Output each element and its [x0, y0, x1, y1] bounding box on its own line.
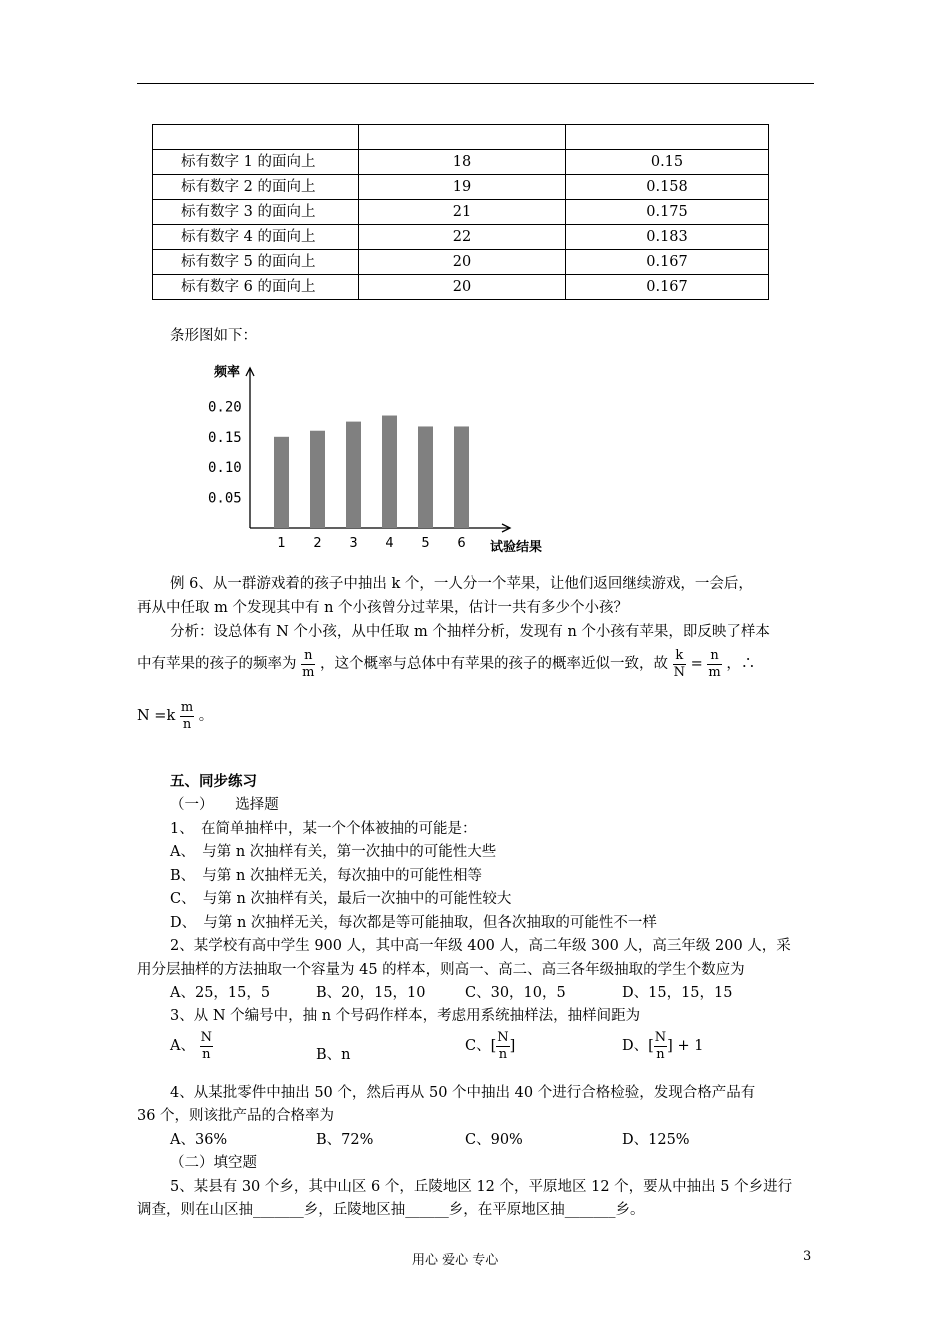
- outcome-cell: 标有数字 2 的面向上: [153, 175, 359, 200]
- count-cell: 20: [359, 250, 566, 275]
- count-cell: 22: [359, 225, 566, 250]
- analysis-line1: 分析：设总体有 N 个小孩，从中任取 m 个抽样分析，发现有 n 个小孩有苹果，即反映了样本: [170, 624, 770, 640]
- option-d: D、15，15，15: [622, 985, 733, 1001]
- option-d: D、125%: [622, 1132, 690, 1148]
- fraction-m-over-n: [180, 700, 194, 732]
- part-heading: （一） 选择题: [170, 797, 279, 813]
- analysis-line2: [137, 648, 755, 680]
- question-2-line2: 用分层抽样的方法抽取一个容量为 45 的样本，则高一、高二、高三各年级抽取的学生个数应为: [137, 962, 745, 978]
- chart-intro: 条形图如下：: [170, 328, 257, 344]
- option-a: A、25，15，5: [170, 985, 271, 1001]
- numerator: N: [654, 1030, 667, 1045]
- x-tick-label: 4: [385, 536, 394, 551]
- frequency-cell: 0.167: [566, 275, 769, 300]
- question-4-line2: 36 个，则该批产品的合格率为: [137, 1108, 335, 1124]
- x-tick-label: 6: [457, 536, 466, 551]
- option-label: C、[: [465, 1038, 497, 1055]
- numerator: m: [180, 700, 194, 715]
- frequency-table: [152, 124, 769, 300]
- question-3: 3、从 N 个编号中，抽 n 个号码作样本，考虑用系统抽样法，抽样间距为: [170, 1008, 641, 1024]
- option-d: [622, 1030, 703, 1062]
- y-axis: [246, 368, 254, 528]
- x-tick-label: 5: [421, 536, 430, 551]
- result-suffix: 。: [198, 708, 214, 725]
- table-row: [153, 200, 769, 225]
- fraction-n-over-m: [301, 648, 315, 680]
- frequency-bar-chart: [200, 358, 560, 558]
- denominator: N: [673, 664, 686, 680]
- x-axis-title: 试验结果: [490, 540, 543, 555]
- numerator: n: [301, 648, 315, 665]
- option-b: B、20，15，10: [316, 985, 426, 1001]
- axis-labels: [208, 364, 542, 555]
- bracket-close: ]: [509, 1038, 516, 1055]
- numerator: N: [200, 1030, 212, 1045]
- denominator: n: [182, 716, 192, 732]
- result-formula: [137, 700, 213, 732]
- bar: [454, 426, 469, 528]
- bar: [310, 431, 325, 528]
- denominator: n: [656, 1046, 665, 1062]
- denominator: m: [302, 664, 315, 680]
- option-c: C、 与第 n 次抽样有关，最后一次抽中的可能性较大: [170, 891, 512, 907]
- bracket-close-plus-one: ] + 1: [667, 1038, 704, 1055]
- bars: [274, 416, 469, 528]
- denominator: n: [498, 1046, 508, 1062]
- question-5-line2: 调查，则在山区抽_______乡，丘陵地区抽______乡，在平原地区抽_______乡。: [137, 1202, 645, 1218]
- result-prefix: N =k: [137, 708, 176, 725]
- question-2-line1: 2、某学校有高中学生 900 人，其中高一年级 400 人，高二年级 300 人，高三年级 200 人，采: [170, 938, 791, 954]
- header-rule: [137, 83, 814, 84]
- example6-line1: 例 6、从一群游戏着的孩子中抽出 k 个，一人分一个苹果，让他们返回继续游戏，一会后，: [170, 576, 753, 592]
- fraction-N-over-n: [496, 1030, 509, 1062]
- header-cell: [359, 125, 566, 150]
- outcome-cell: 标有数字 4 的面向上: [153, 225, 359, 250]
- count-cell: 19: [359, 175, 566, 200]
- fraction-k-over-N: [673, 648, 686, 680]
- option-a: [170, 1030, 213, 1062]
- fraction-n-over-m: [707, 648, 721, 680]
- table-row: [153, 250, 769, 275]
- bar: [274, 437, 289, 528]
- x-tick-label: 2: [313, 536, 322, 551]
- frequency-cell: 0.15: [566, 150, 769, 175]
- part-heading: （二）填空题: [170, 1155, 257, 1171]
- equals-sign: =: [690, 656, 703, 673]
- footer-motto: 用心 爱心 专心: [412, 1253, 499, 1268]
- page-number: 3: [803, 1249, 812, 1264]
- x-tick-label: 1: [277, 536, 286, 551]
- option-b: B、 与第 n 次抽样无关，每次抽中的可能性相等: [170, 868, 482, 884]
- option-a: A、 与第 n 次抽样有关，第一次抽中的可能性大些: [170, 844, 497, 860]
- y-tick-label: 0.10: [208, 460, 242, 477]
- y-tick-label: 0.20: [208, 399, 242, 416]
- question-5-line1: 5、某县有 30 个乡，其中山区 6 个，丘陵地区 12 个，平原地区 12 个，要从中抽出 5 个乡进行: [170, 1179, 793, 1195]
- option-c: [465, 1030, 515, 1062]
- denominator: m: [708, 664, 721, 680]
- y-tick-label: 0.15: [208, 429, 242, 446]
- header-cell: [153, 125, 359, 150]
- numerator: N: [497, 1030, 509, 1045]
- bar: [382, 416, 397, 528]
- count-cell: 18: [359, 150, 566, 175]
- bar: [346, 422, 361, 528]
- option-label: A、: [170, 1038, 195, 1055]
- outcome-cell: 标有数字 5 的面向上: [153, 250, 359, 275]
- frequency-cell: 0.158: [566, 175, 769, 200]
- analysis-text-a: 中有苹果的孩子的频率为: [137, 656, 297, 673]
- question-4-line1: 4、从某批零件中抽出 50 个，然后再从 50 个中抽出 40 个进行合格检验，发现合格产品有: [170, 1085, 756, 1101]
- example6-line2: 再从中任取 m 个发现其中有 n 个小孩曾分过苹果，估计一共有多少个小孩？: [137, 600, 629, 616]
- question-1: 1、 在简单抽样中，某一个个体被抽的可能是：: [170, 821, 477, 837]
- outcome-cell: 标有数字 6 的面向上: [153, 275, 359, 300]
- denominator: n: [202, 1046, 211, 1062]
- table-row: [153, 175, 769, 200]
- frequency-cell: 0.183: [566, 225, 769, 250]
- section-title: 五、同步练习: [170, 773, 257, 790]
- option-c: C、90%: [465, 1132, 523, 1148]
- count-cell: 21: [359, 200, 566, 225]
- y-tick-label: 0.05: [208, 490, 242, 507]
- frequency-cell: 0.167: [566, 250, 769, 275]
- frequency-cell: 0.175: [566, 200, 769, 225]
- numerator: n: [707, 648, 721, 665]
- count-cell: 20: [359, 275, 566, 300]
- option-label: D、[: [622, 1038, 654, 1055]
- x-tick-label: 3: [349, 536, 358, 551]
- table-row: [153, 150, 769, 175]
- option-c: C、30，10，5: [465, 985, 566, 1001]
- option-d: D、 与第 n 次抽样无关，每次都是等可能抽取，但各次抽取的可能性不一样: [170, 915, 657, 931]
- table-row: [153, 225, 769, 250]
- header-cell: [566, 125, 769, 150]
- analysis-text-c: ，∴: [726, 656, 756, 673]
- outcome-cell: 标有数字 3 的面向上: [153, 200, 359, 225]
- table-header-row: [153, 125, 769, 150]
- table-row: [153, 275, 769, 300]
- analysis-text-b: ，这个概率与总体中有苹果的孩子的概率近似一致，故: [320, 656, 669, 673]
- fraction-N-over-n: [200, 1030, 213, 1062]
- option-b: B、72%: [316, 1132, 374, 1148]
- outcome-cell: 标有数字 1 的面向上: [153, 150, 359, 175]
- fraction-N-over-n: [654, 1030, 667, 1062]
- option-a: A、36%: [170, 1132, 228, 1148]
- option-b: B、n: [316, 1047, 351, 1063]
- numerator: k: [673, 648, 686, 665]
- y-axis-title: 频率: [214, 365, 241, 380]
- bar: [418, 426, 433, 528]
